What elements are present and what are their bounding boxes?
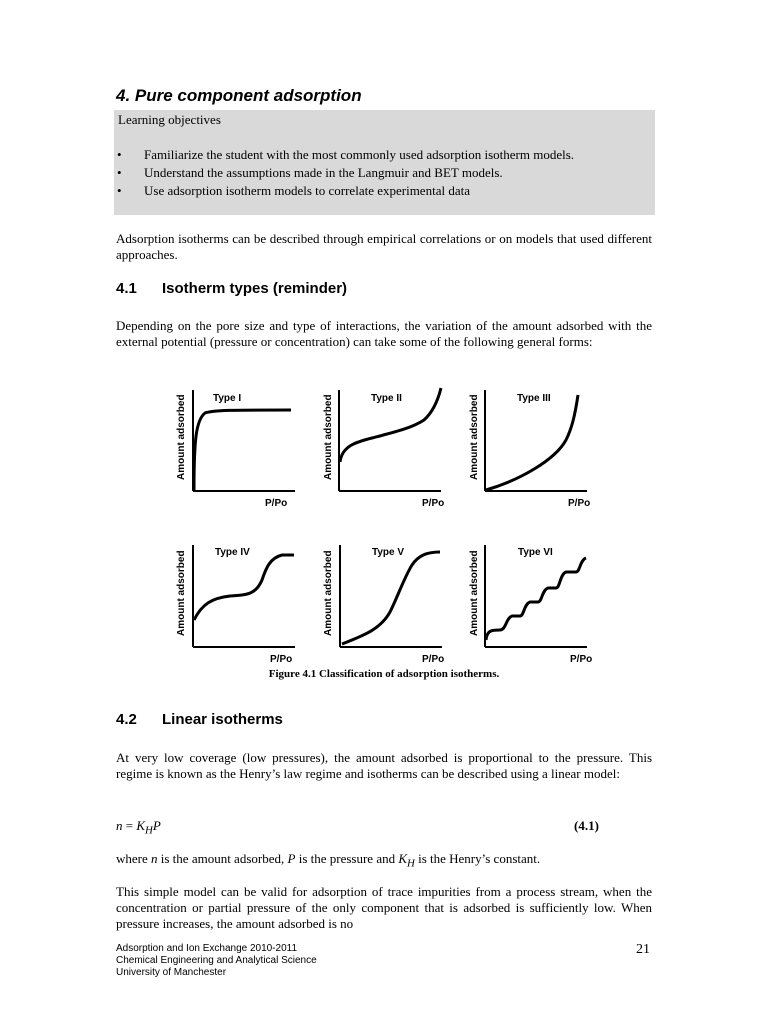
bullet-icon: •	[117, 165, 122, 180]
objectives-heading: Learning objectives	[118, 112, 221, 127]
y-axis-label: Amount adsorbed	[469, 394, 480, 480]
y-axis-label: Amount adsorbed	[176, 394, 187, 480]
eq-equals: =	[122, 818, 137, 833]
section-number: 4.1	[116, 280, 137, 297]
eq-variable-n: n	[116, 818, 123, 833]
section-4-2-paragraph: At very low coverage (low pressures), the amount adsorbed is proportional to the pressure. This regime is known as the Henry’s law regime and isotherms can be described using a linear model:	[116, 750, 652, 781]
chapter-title: 4. Pure component adsorption	[116, 86, 362, 105]
isotherm-curve	[194, 555, 294, 620]
objective-item	[114, 146, 574, 164]
y-axis-label: Amount adsorbed	[176, 550, 187, 636]
panel-label: Type II	[371, 393, 402, 404]
isotherm-curve	[194, 410, 291, 490]
where-subscript-h: H	[407, 857, 415, 870]
y-axis-label: Amount adsorbed	[323, 394, 334, 480]
x-axis-label: P/Po	[422, 498, 445, 509]
where-var-p: P	[287, 851, 296, 866]
y-axis-label: Amount adsorbed	[469, 550, 480, 636]
panel-label: Type IV	[215, 547, 250, 558]
where-text: where	[116, 851, 152, 866]
bullet-icon: •	[117, 147, 122, 162]
where-text: is the Henry’s constant.	[414, 851, 541, 866]
section-title: Isotherm types (reminder)	[162, 280, 348, 297]
section-4-2-paragraph-3: This simple model can be valid for adsorption of trace impurities from a process stream, when the concentration or partial pressure of the only component that is adsorbed is sufficiently low. When pressure increases, the amount adsorbed is no	[116, 884, 652, 931]
isotherm-panel-type-2	[323, 388, 444, 509]
where-paragraph	[116, 851, 652, 872]
objectives-list	[114, 146, 574, 200]
page-footer	[116, 943, 317, 979]
where-var-n: n	[151, 851, 158, 866]
isotherm-panel-type-1	[176, 390, 295, 509]
intro-paragraph: Adsorption isotherms can be described through empirical correlations or on models that used different approaches.	[116, 231, 652, 262]
objective-item	[114, 182, 574, 200]
page-number: 21	[636, 942, 650, 957]
where-text: is the amount adsorbed,	[157, 851, 288, 866]
eq-variable-k: K	[136, 818, 146, 833]
isotherm-panel-type-6	[469, 545, 592, 665]
x-axis-label: P/Po	[568, 498, 591, 509]
footer-line: Chemical Engineering and Analytical Science	[116, 955, 317, 966]
section-heading-4-1	[116, 280, 347, 297]
x-axis-label: P/Po	[570, 654, 593, 665]
x-axis-label: P/Po	[422, 654, 445, 665]
objective-text: Understand the assumptions made in the Langmuir and BET models.	[144, 165, 503, 180]
objective-text: Familiarize the student with the most commonly used adsorption isotherm models.	[144, 147, 575, 162]
bullet-icon: •	[117, 183, 122, 198]
footer-line: Adsorption and Ion Exchange 2010-2011	[116, 943, 298, 954]
panel-label: Type III	[517, 393, 551, 404]
equation-number: (4.1)	[574, 818, 599, 833]
isotherm-panel-type-4	[176, 545, 295, 665]
isotherm-curve	[340, 388, 441, 462]
section-heading-4-2	[116, 711, 283, 728]
objective-item	[114, 164, 574, 182]
where-text: is the pressure and	[295, 851, 399, 866]
x-axis-label: P/Po	[265, 498, 288, 509]
isotherm-panel-type-5	[323, 545, 444, 665]
equation-4-1	[116, 818, 606, 837]
objective-text: Use adsorption isotherm models to correlate experimental data	[144, 183, 470, 198]
eq-subscript-h: H	[145, 824, 153, 837]
learning-objectives-box	[114, 110, 655, 215]
isotherm-curve	[486, 395, 578, 490]
y-axis-label: Amount adsorbed	[323, 550, 334, 636]
figure-caption: Figure 4.1 Classification of adsorption isotherms.	[268, 668, 500, 680]
isotherm-curve	[486, 558, 586, 640]
isotherm-panel-type-3	[469, 390, 590, 509]
where-var-k: K	[398, 851, 408, 866]
section-title: Linear isotherms	[162, 711, 283, 728]
footer-line: University of Manchester	[116, 967, 227, 978]
x-axis-label: P/Po	[270, 654, 293, 665]
panel-label: Type I	[213, 393, 242, 404]
panel-label: Type V	[372, 547, 405, 558]
panel-label: Type VI	[518, 547, 553, 558]
section-4-1-paragraph: Depending on the pore size and type of interactions, the variation of the amount adsorbed with the external potential (pressure or concentration) can take some of the following general forms:	[116, 318, 652, 349]
eq-variable-p: P	[152, 818, 161, 833]
section-number: 4.2	[116, 711, 137, 728]
isotherm-curve	[342, 552, 440, 644]
